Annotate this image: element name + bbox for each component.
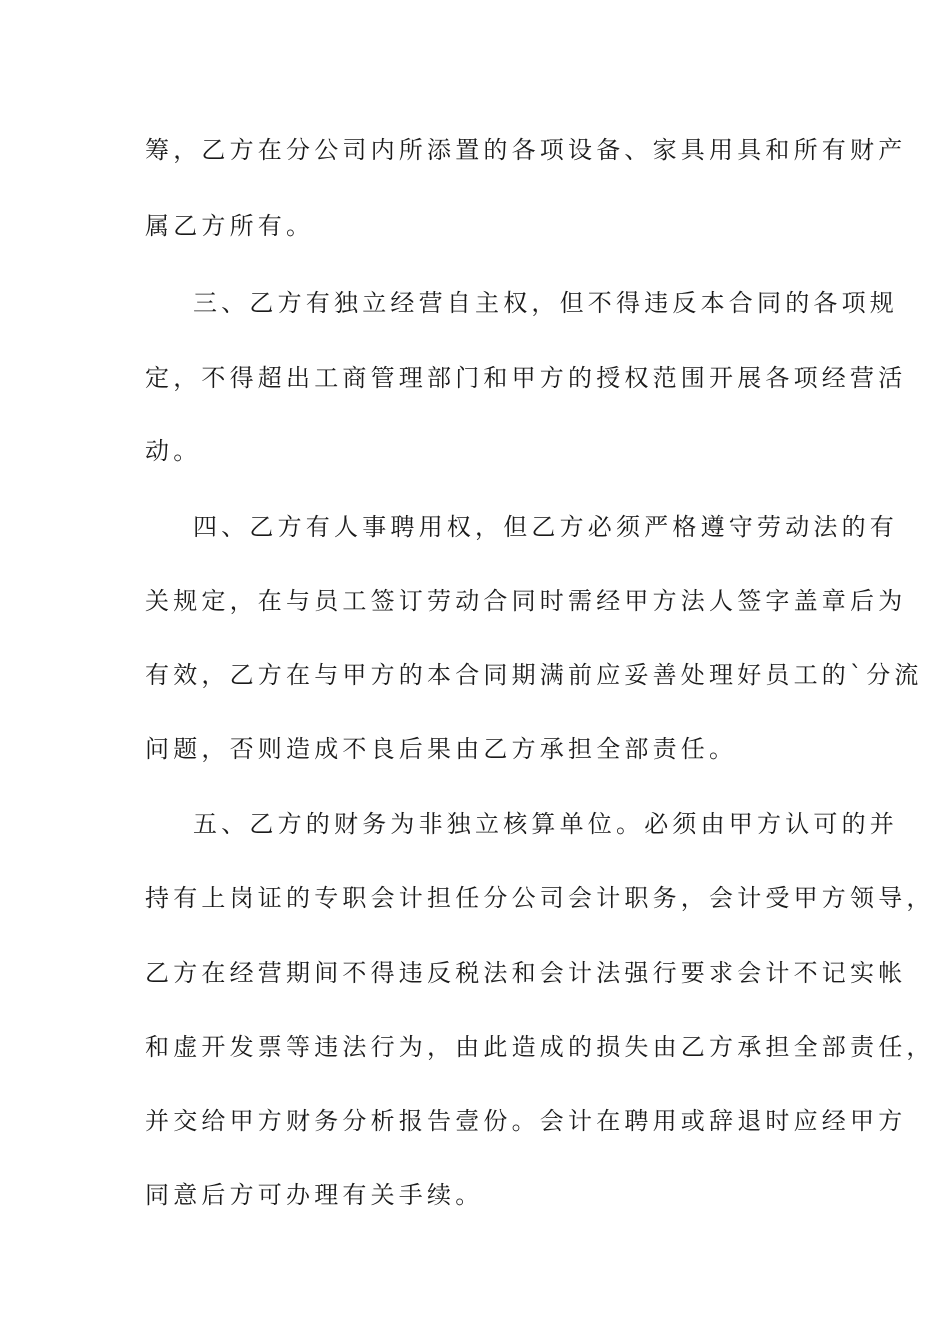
text-line: 定，不得超出工商管理部门和甲方的授权范围开展各项经营活 [145, 364, 907, 392]
text-line: 问题，否则造成不良后果由乙方承担全部责任。 [145, 735, 738, 763]
text-line: 乙方在经营期间不得违反税法和会计法强行要求会计不记实帐 [145, 959, 907, 987]
text-line: 持有上岗证的专职会计担任分公司会计职务，会计受甲方领导， [145, 884, 935, 912]
clause-five-first-line: 五、乙方的财务为非独立核算单位。必须由甲方认可的并 [193, 810, 898, 838]
text-line: 和虚开发票等违法行为，由此造成的损失由乙方承担全部责任， [145, 1033, 935, 1061]
text-line: 关规定，在与员工签订劳动合同时需经甲方法人签字盖章后为 [145, 587, 907, 615]
text-line: 属乙方所有。 [145, 212, 315, 240]
clause-three-first-line: 三、乙方有独立经营自主权，但不得违反本合同的各项规 [193, 289, 898, 317]
clause-four-first-line: 四、乙方有人事聘用权，但乙方必须严格遵守劳动法的有 [193, 513, 898, 541]
text-line: 有效，乙方在与甲方的本合同期满前应妥善处理好员工的`分流 [145, 661, 923, 689]
text-line: 筹，乙方在分公司内所添置的各项设备、家具用具和所有财产 [145, 136, 907, 164]
text-line: 同意后方可办理有关手续。 [145, 1181, 484, 1209]
text-line: 动。 [145, 437, 202, 465]
text-line: 并交给甲方财务分析报告壹份。会计在聘用或辞退时应经甲方 [145, 1107, 907, 1135]
